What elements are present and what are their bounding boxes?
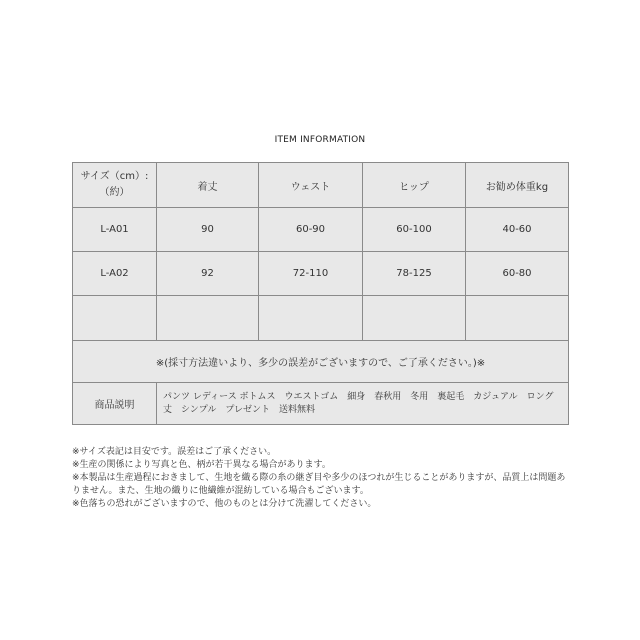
cell-length: 92 — [157, 252, 259, 296]
note-item: ※生産の関係により写真と色、柄が若干異なる場合があります。 — [72, 460, 331, 470]
measurement-note: ※(採寸方法違いより、多少の誤差がございますので、ご了承ください。)※ — [73, 341, 569, 383]
description-label: 商品説明 — [73, 383, 157, 425]
cell-waist: 72-110 — [259, 252, 363, 296]
cell-hip: 60-100 — [363, 208, 466, 252]
header-length: 着丈 — [157, 163, 259, 208]
table-row-empty — [73, 296, 569, 341]
note-item: ※色落ちの恐れがございますので、他のものとは分けて洗濯してください。 — [72, 499, 377, 509]
table-description-row — [73, 383, 569, 425]
cell-hip: 78-125 — [363, 252, 466, 296]
cell-size: L-A01 — [73, 208, 157, 252]
table-header-row — [73, 163, 569, 208]
table-note-row — [73, 341, 569, 383]
cell-empty — [157, 296, 259, 341]
note-item: ※サイズ表記は目安です。誤差はご了承ください。 — [72, 447, 277, 457]
size-table — [72, 162, 569, 425]
description-text: パンツ レディース ボトムス ウエストゴム 細身 春秋用 冬用 裏起毛 カジュアル ロング丈 シンプル プレゼント 送料無料 — [157, 383, 569, 425]
note-item: ※本製品は生産過程におきまして、生地を織る際の糸の継ぎ目や多少のほつれが生じることがありますが、品質上は問題ありません。また、生地の織りに他繊維が混紡している場合もございます。 — [72, 473, 566, 496]
table-row — [73, 208, 569, 252]
page-title: ITEM INFORMATION — [274, 135, 366, 145]
cell-empty — [73, 296, 157, 341]
cell-empty — [259, 296, 363, 341]
table-row — [73, 252, 569, 296]
notes-list — [72, 446, 572, 511]
cell-empty — [466, 296, 569, 341]
cell-waist: 60-90 — [259, 208, 363, 252]
cell-weight: 60-80 — [466, 252, 569, 296]
header-weight: お勧め体重kg — [466, 163, 569, 208]
header-hip: ヒップ — [363, 163, 466, 208]
cell-size: L-A02 — [73, 252, 157, 296]
cell-empty — [363, 296, 466, 341]
header-waist: ウェスト — [259, 163, 363, 208]
cell-weight: 40-60 — [466, 208, 569, 252]
header-size: サイズ（cm）:（約） — [73, 163, 157, 208]
cell-length: 90 — [157, 208, 259, 252]
